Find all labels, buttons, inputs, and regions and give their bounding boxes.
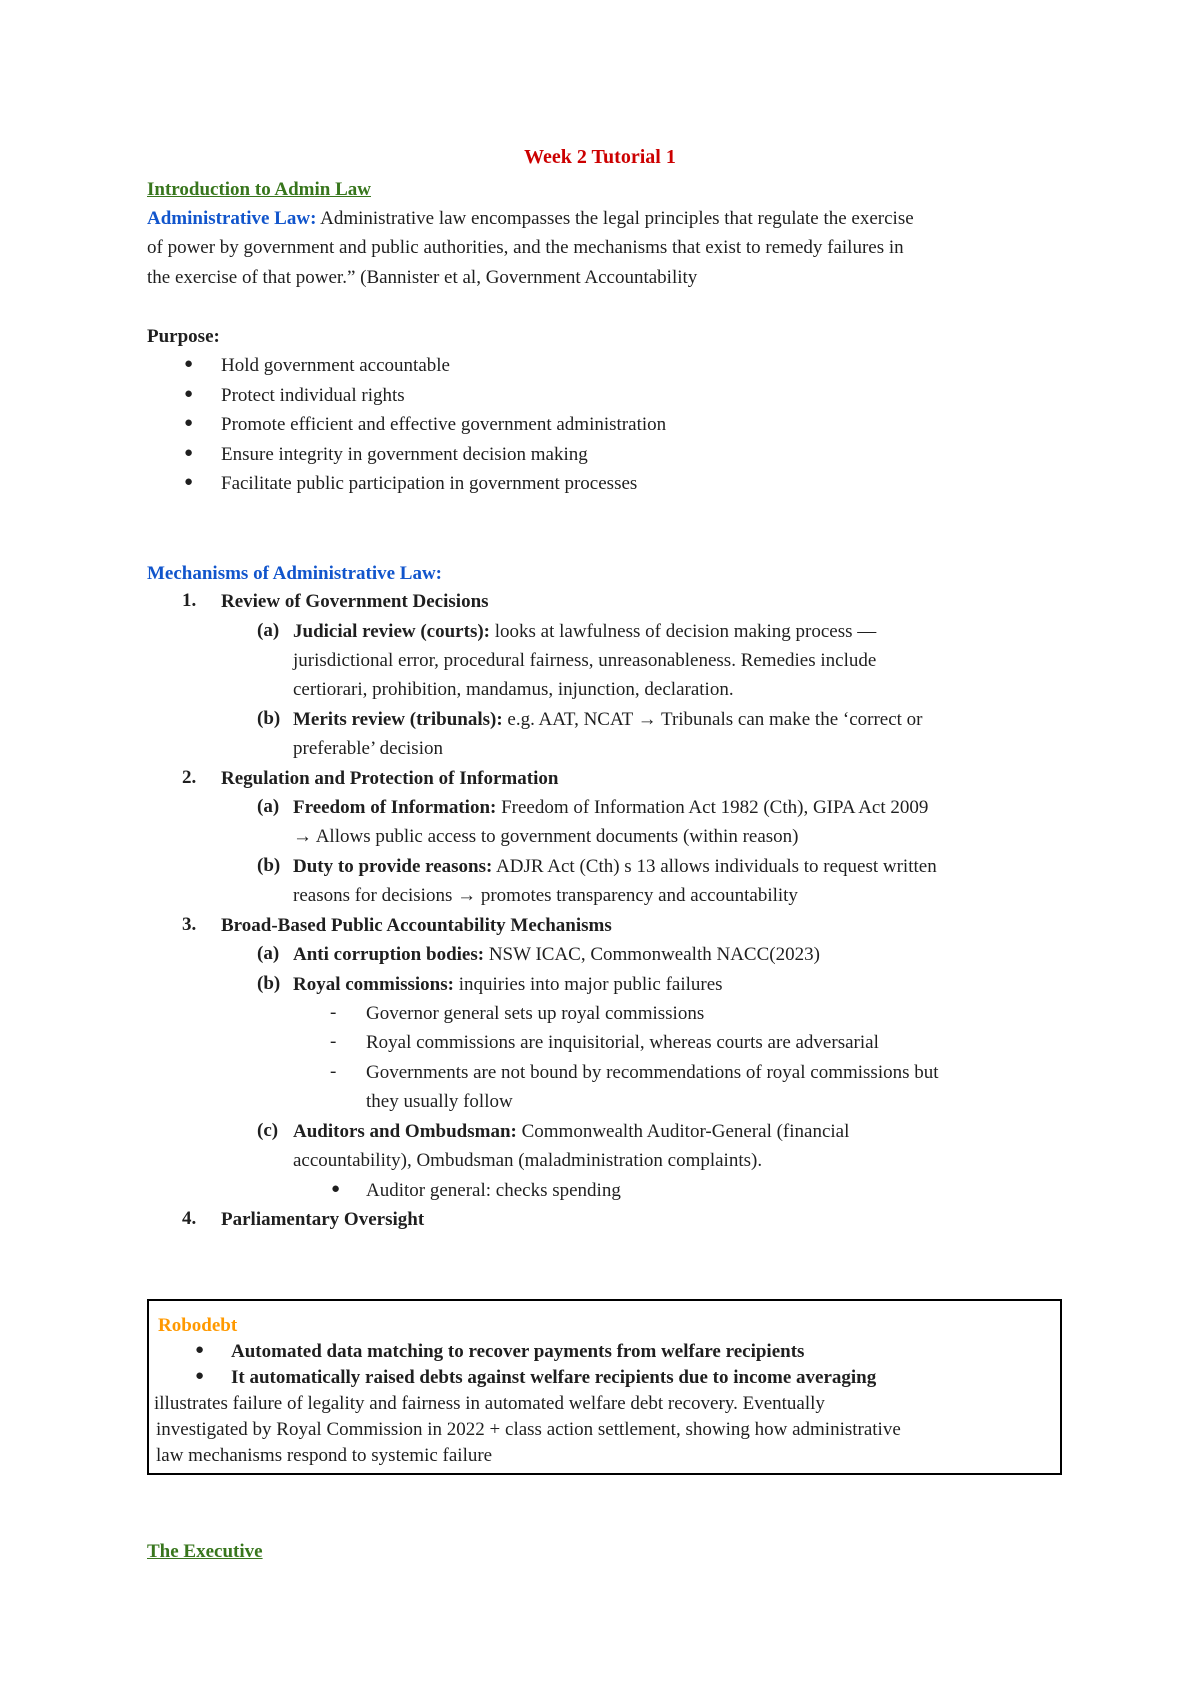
bullet-icon: ● (331, 1181, 341, 1197)
purpose-item: Ensure integrity in government decision making (221, 444, 588, 465)
purpose-item: Hold government accountable (221, 355, 450, 376)
mechanism-1a-line-2: jurisdictional error, procedural fairness, unreasonableness. Remedies include (293, 650, 877, 671)
mechanism-2b-line-2: reasons for decisions → promotes transparency and accountability (293, 885, 798, 906)
royal-commissions-text: inquiries into major public failures (453, 974, 723, 995)
judicial-review-text: looks at lawfulness of decision making process — (490, 621, 877, 642)
mechanism-2a-line-2: → Allows public access to government documents (within reason) (293, 826, 799, 847)
duty-reasons-label: Duty to provide reasons: (293, 856, 493, 877)
admin-law-definition-line-1 (147, 207, 914, 231)
anti-corruption-label: Anti corruption bodies: (293, 944, 485, 965)
admin-law-text-1: Administrative law encompasses the legal principles that regulate the exercise (316, 208, 914, 229)
mechanism-3b (293, 973, 723, 997)
list-letter: (a) (257, 620, 280, 641)
auditors-text: Commonwealth Auditor-General (financial (516, 1121, 850, 1142)
page-title: Week 2 Tutorial 1 (524, 146, 676, 168)
purpose-item: Facilitate public participation in government processes (221, 473, 638, 494)
robodebt-heading: Robodebt (158, 1315, 238, 1336)
mechanism-1a (293, 620, 876, 644)
robodebt-paragraph-line-1: illustrates failure of legality and fairness in automated welfare debt recovery. Eventually (154, 1393, 825, 1414)
dash-marker: - (330, 1031, 337, 1052)
admin-law-definition-line-2: of power by government and public authorities, and the mechanisms that exist to remedy failures in (147, 237, 904, 258)
mechanism-3c-line-2: accountability), Ombudsman (maladministration complaints). (293, 1150, 763, 1171)
purpose-item: Promote efficient and effective government administration (221, 414, 667, 435)
bullet-icon: ● (195, 1368, 205, 1384)
list-number: 4. (182, 1208, 197, 1229)
list-number: 3. (182, 914, 197, 935)
list-letter: (b) (257, 708, 281, 729)
judicial-review-label: Judicial review (courts): (293, 621, 490, 642)
list-number: 2. (182, 767, 197, 788)
list-letter: (a) (257, 796, 280, 817)
mechanism-3a (293, 943, 820, 967)
merits-review-label: Merits review (tribunals): (293, 709, 503, 730)
auditors-label: Auditors and Ombudsman: (293, 1121, 517, 1142)
bullet-icon: ● (184, 386, 194, 402)
foi-label: Freedom of Information: (293, 797, 497, 818)
mechanisms-heading: Mechanisms of Administrative Law: (147, 563, 443, 584)
royal-commission-point-cont: they usually follow (366, 1091, 513, 1112)
list-number: 1. (182, 590, 197, 611)
executive-heading: The Executive (147, 1541, 263, 1562)
robodebt-bullet-1: Automated data matching to recover payments from welfare recipients (231, 1341, 805, 1362)
purpose-heading: Purpose: (147, 326, 220, 347)
mechanism-1-title: Review of Government Decisions (221, 591, 489, 612)
foi-text: Freedom of Information Act 1982 (Cth), GIPA Act 2009 (496, 797, 929, 818)
royal-commission-point: Governments are not bound by recommendations of royal commissions but (366, 1062, 939, 1083)
anti-corruption-text: NSW ICAC, Commonwealth NACC(2023) (484, 944, 820, 965)
robodebt-bullet-2: It automatically raised debts against welfare recipients due to income averaging (231, 1367, 877, 1388)
list-letter: (c) (257, 1120, 279, 1141)
auditor-general-point: Auditor general: checks spending (366, 1180, 621, 1201)
intro-heading: Introduction to Admin Law (147, 179, 372, 200)
mechanism-1a-line-3: certiorari, prohibition, mandamus, injunction, declaration. (293, 679, 734, 700)
bullet-icon: ● (195, 1342, 205, 1358)
mechanism-2a (293, 796, 928, 820)
robodebt-paragraph-line-3: law mechanisms respond to systemic failure (156, 1445, 493, 1466)
royal-commission-point: Governor general sets up royal commissions (366, 1003, 705, 1024)
mechanism-4-title: Parliamentary Oversight (221, 1209, 425, 1230)
robodebt-paragraph-line-2: investigated by Royal Commission in 2022 + class action settlement, showing how administrative (156, 1419, 901, 1440)
mechanism-2b (293, 855, 937, 879)
bullet-icon: ● (184, 445, 194, 461)
bullet-icon: ● (184, 474, 194, 490)
mechanism-1b-line-2: preferable’ decision (293, 738, 443, 759)
list-letter: (a) (257, 943, 280, 964)
admin-law-definition-line-3: the exercise of that power.” (Bannister et al, Government Accountability (147, 267, 698, 288)
mechanism-3-title: Broad-Based Public Accountability Mechanisms (221, 915, 612, 936)
duty-reasons-text: ADJR Act (Cth) s 13 allows individuals to request written (492, 856, 937, 877)
bullet-icon: ● (184, 415, 194, 431)
royal-commission-point: Royal commissions are inquisitorial, whereas courts are adversarial (366, 1032, 879, 1053)
admin-law-label: Administrative Law: (147, 208, 317, 229)
dash-marker: - (330, 1002, 337, 1023)
bullet-icon: ● (184, 356, 194, 372)
mechanism-2-title: Regulation and Protection of Information (221, 768, 559, 789)
mechanism-3c (293, 1120, 849, 1144)
royal-commissions-label: Royal commissions: (293, 974, 454, 995)
list-letter: (b) (257, 973, 281, 994)
list-letter: (b) (257, 855, 281, 876)
merits-review-text: e.g. AAT, NCAT → Tribunals can make the ‘correct or (502, 709, 923, 730)
mechanism-1b (293, 708, 923, 732)
purpose-item: Protect individual rights (221, 385, 405, 406)
dash-marker: - (330, 1061, 337, 1082)
